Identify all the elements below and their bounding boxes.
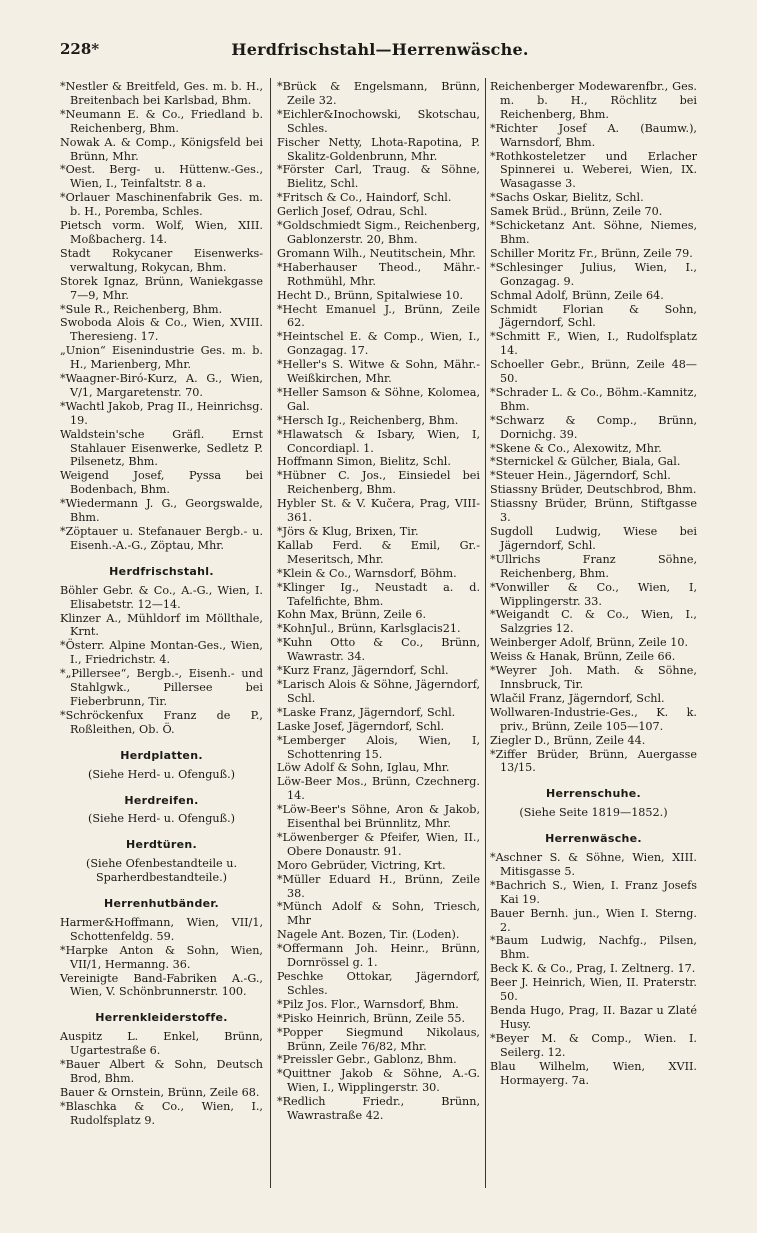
directory-entry: *Förster Carl, Traug. & Söhne, Bielitz, Schl. — [277, 163, 480, 191]
directory-entry: *Weigandt C. & Co., Wien, I., Salzgries 12. — [490, 608, 697, 636]
see-also-note: (Siehe Herd- u. Ofenguß.) — [87, 812, 236, 826]
section-heading: Herrenwäsche. — [545, 832, 642, 846]
directory-entry: *Baum Ludwig, Nachfg., Pilsen, Bhm. — [490, 934, 697, 962]
directory-entry: Wlačil Franz, Jägerndorf, Schl. — [490, 691, 665, 705]
directory-entry: Kallab Ferd. & Emil, Gr.-Meseritsch, Mhr. — [277, 538, 480, 566]
directory-entry: *Löwenberger & Pfeifer, Wien, II., Obere Donaustr. 91. — [277, 830, 480, 858]
directory-entry: *Vonwiller & Co., Wien, I, Wipplingerstr. 33. — [490, 580, 697, 608]
directory-entry: *Wachtl Jakob, Prag II., Heinrichsg. 19. — [60, 399, 263, 427]
directory-entry: *Harpke Anton & Sohn, Wien, VII/1, Hermanng. 36. — [60, 943, 263, 971]
directory-entry: *Lemberger Alois, Wien, I, Schottenring 15. — [277, 733, 480, 761]
directory-entry: *Löw-Beer's Söhne, Aron & Jakob, Eisenthal bei Brünnlitz, Mhr. — [277, 803, 480, 831]
directory-entry: Storek Ignaz, Brünn, Waniekgasse 7—9, Mhr. — [60, 274, 263, 302]
directory-entry: *Quittner Jakob & Söhne, A.-G. Wien, I., Wipplingerstr. 30. — [277, 1067, 480, 1095]
directory-entry: *Schicketanz Ant. Söhne, Niemes, Bhm. — [490, 219, 697, 246]
directory-entry: *Müller Eduard H., Brünn, Zeile 38. — [277, 872, 480, 900]
directory-entry: *Waagner-Biró-Kurz, A. G., Wien, V/1, Margaretenstr. 70. — [60, 372, 263, 399]
directory-entry: *Goldschmiedt Sigm., Reichenberg, Gablonzerstr. 20, Bhm. — [277, 219, 480, 246]
directory-entry: *Österr. Alpine Montan-Ges., Wien, I., Friedrichstr. 4. — [60, 639, 263, 667]
directory-entry: *Laske Franz, Jägerndorf, Schl. — [277, 705, 456, 719]
directory-entry: Hybler St. & V. Kučera, Prag, VIII-361. — [277, 497, 480, 525]
directory-entry: *Pilz Jos. Flor., Warnsdorf, Bhm. — [277, 997, 459, 1011]
directory-entry: *Kuhn Otto & Co., Brünn, Wawrastr. 34. — [277, 636, 480, 664]
directory-entry: Samek Brüd., Brünn, Zeile 70. — [490, 205, 663, 219]
directory-entry: Schmal Adolf, Brünn, Zeile 64. — [490, 288, 664, 302]
directory-entry: Gromann Wilh., Neutitschein, Mhr. — [277, 246, 476, 260]
directory-entry: *Sachs Oskar, Bielitz, Schl. — [490, 191, 644, 205]
section-heading: Herrenhutbänder. — [103, 897, 220, 911]
directory-entry: Harmer&Hoffmann, Wien, VII/1, Schottenfeldg. 59. — [60, 915, 263, 943]
directory-entry: *Skene & Co., Alexowitz, Mhr. — [490, 441, 662, 455]
directory-entry: *Preissler Gebr., Gablonz, Bhm. — [277, 1053, 457, 1067]
directory-entry: Sugdoll Ludwig, Wiese bei Jägerndorf, Schl. — [490, 525, 697, 552]
page-number: 228* — [60, 40, 100, 58]
directory-entry: Stiassny Brüder, Deutschbrod, Bhm. — [490, 483, 697, 497]
directory-entry: Reichenberger Modewarenfbr., Ges. m. b. H., Röchlitz bei Reichenberg, Bhm. — [490, 80, 697, 121]
page-header — [60, 40, 700, 62]
directory-entry: *Jörs & Klug, Brixen, Tir. — [277, 525, 419, 538]
directory-entry: Ziegler D., Brünn, Zeile 44. — [490, 733, 646, 747]
directory-entry: *Klinger Ig., Neustadt a. d. Tafelfichte, Bhm. — [277, 580, 480, 608]
directory-entry: *Sule R., Reichenberg, Bhm. — [60, 302, 223, 316]
directory-entry: *Hecht Emanuel J., Brünn, Zeile 62. — [277, 302, 480, 330]
directory-entry: Böhler Gebr. & Co., A.-G., Wien, I. Elisabetstr. 12—14. — [60, 583, 263, 611]
directory-entry: *Offermann Joh. Heinr., Brünn, Dornrössel g. 1. — [277, 942, 480, 970]
see-also-note: (Siehe Ofenbestandteile u. Sparherdbestandteile.) — [85, 857, 237, 885]
directory-entry: *Fritsch & Co., Haindorf, Schl. — [277, 191, 452, 205]
directory-entry: Waldstein'sche Gräfl. Ernst Stahlauer Eisenwerke, Sedletz P. Pilsenetz, Bhm. — [60, 427, 263, 469]
directory-entry: *Blaschka & Co., Wien, I., Rudolfsplatz 9. — [60, 1099, 263, 1127]
section-heading: Herdfrischstahl. — [109, 564, 214, 578]
directory-entry: Stiassny Brüder, Brünn, Stiftgasse 3. — [490, 497, 697, 525]
directory-entry: Moro Gebrüder, Victring, Krt. — [277, 858, 446, 872]
directory-entry: Nowak A. & Comp., Königsfeld bei Brünn, Mhr. — [60, 135, 263, 163]
directory-entry: *Heintschel E. & Comp., Wien, I., Gonzagag. 17. — [277, 330, 480, 358]
directory-entry: Weinberger Adolf, Brünn, Zeile 10. — [490, 636, 689, 650]
directory-entry: Pietsch vorm. Wolf, Wien, XIII. Moßbacherg. 14. — [60, 219, 263, 246]
directory-entry: Beer J. Heinrich, Wien, II. Praterstr. 50. — [490, 976, 697, 1004]
see-also-note: (Siehe Herd- u. Ofenguß.) — [87, 767, 236, 781]
directory-entry: Peschke Ottokar, Jägerndorf, Schles. — [277, 970, 480, 997]
directory-entry: *Weyrer Joh. Math. & Söhne, Innsbruck, Tir. — [490, 664, 697, 691]
directory-entry: *Heller's S. Witwe & Sohn, Mähr.-Weißkirchen, Mhr. — [277, 358, 480, 386]
directory-entry: Gerlich Josef, Odrau, Schl. — [277, 205, 428, 219]
directory-entry: *Klein & Co., Warnsdorf, Böhm. — [277, 566, 457, 580]
column-divider — [270, 78, 271, 1188]
directory-entry: Klinzer A., Mühldorf im Möllthale, Krnt. — [60, 611, 263, 639]
directory-entry: *Nestler & Breitfeld, Ges. m. b. H., Breitenbach bei Karlsbad, Bhm. — [60, 80, 263, 107]
directory-entry: *Bachrich S., Wien, I. Franz Josefs Kai 19. — [490, 878, 697, 906]
running-head: Herdfrischstahl—Herrenwäsche. — [231, 40, 529, 59]
directory-entry: Swoboda Alois & Co., Wien, XVIII. Theresieng. 17. — [60, 316, 263, 344]
directory-entry: Stadt Rokycaner Eisenwerks-verwaltung, Rokycan, Bhm. — [60, 246, 263, 274]
column-right — [490, 80, 697, 1087]
directory-entry: Fischer Netty, Lhota-Rapotina, P. Skalitz-Goldenbrunn, Mhr. — [277, 135, 480, 163]
directory-entry: *Ullrichs Franz Söhne, Reichenberg, Bhm. — [490, 552, 697, 580]
directory-entry: *Orlauer Maschinenfabrik Ges. m. b. H., Poremba, Schles. — [60, 191, 263, 219]
directory-entry: Löw Adolf & Sohn, Iglau, Mhr. — [277, 761, 450, 775]
directory-entry: *Popper Siegmund Nikolaus, Brünn, Zeile 76/82, Mhr. — [277, 1025, 480, 1053]
directory-entry: *Oest. Berg- u. Hüttenw.-Ges., Wien, I., Teinfaltstr. 8 a. — [60, 163, 263, 191]
directory-entry: Schoeller Gebr., Brünn, Zeile 48—50. — [490, 358, 697, 386]
directory-entry: *Hersch Ig., Reichenberg, Bhm. — [277, 413, 459, 427]
directory-entry: *Larisch Alois & Söhne, Jägerndorf, Schl. — [277, 677, 480, 705]
column-middle — [277, 80, 480, 1123]
directory-entry: *Pisko Heinrich, Brünn, Zeile 55. — [277, 1011, 465, 1025]
directory-entry: Beck K. & Co., Prag, I. Zeltnerg. 17. — [490, 962, 696, 976]
directory-entry: *Aschner S. & Söhne, Wien, XIII. Mitisgasse 5. — [490, 851, 697, 878]
directory-entry: Hoffmann Simon, Bielitz, Schl. — [277, 455, 451, 469]
directory-entry: *Hübner C. Jos., Einsiedel bei Reichenberg, Bhm. — [277, 469, 480, 497]
directory-entry: Kohn Max, Brünn, Zeile 6. — [277, 608, 427, 622]
directory-entry: *Haberhauser Theod., Mähr.-Rothmühl, Mhr. — [277, 260, 480, 288]
directory-entry: Hecht D., Brünn, Spitalwiese 10. — [277, 288, 464, 302]
directory-entry: *Wiedermann J. G., Georgswalde, Bhm. — [60, 497, 263, 525]
section-heading: Herdtüren. — [126, 838, 197, 852]
directory-entry: *Kurz Franz, Jägerndorf, Schl. — [277, 664, 449, 678]
directory-entry: *Schrader L. & Co., Böhm.-Kamnitz, Bhm. — [490, 385, 697, 413]
directory-entry: *Münch Adolf & Sohn, Triesch, Mhr — [277, 900, 480, 928]
column-left — [60, 80, 263, 1128]
see-also-note: (Siehe Seite 1819—1852.) — [519, 806, 668, 820]
directory-entry: Blau Wilhelm, Wien, XVII. Hormayerg. 7a. — [490, 1059, 697, 1087]
section-heading: Herdreifen. — [124, 793, 199, 807]
directory-entry: „Union“ Eisenindustrie Ges. m. b. H., Marienberg, Mhr. — [60, 344, 263, 372]
directory-entry: Schmidt Florian & Sohn, Jägerndorf, Schl. — [490, 302, 697, 330]
directory-entry: *Bauer Albert & Sohn, Deutsch Brod, Bhm. — [60, 1058, 263, 1085]
directory-entry: *Beyer M. & Comp., Wien. I. Seilerg. 12. — [490, 1031, 697, 1059]
directory-entry: Vereinigte Band-Fabriken A.-G., Wien, V. Schönbrunnerstr. 100. — [60, 971, 263, 999]
directory-entry: *Heller Samson & Söhne, Kolomea, Gal. — [277, 385, 480, 413]
directory-entry: *Hlawatsch & Isbary, Wien, I, Concordiapl. 1. — [277, 427, 480, 455]
directory-entry: *Brück & Engelsmann, Brünn, Zeile 32. — [277, 80, 480, 107]
directory-entry: Weigend Josef, Pyssa bei Bodenbach, Bhm. — [60, 469, 263, 497]
directory-entry: *Neumann E. & Co., Friedland b. Reichenberg, Bhm. — [60, 107, 263, 135]
directory-entry: *Zöptauer u. Stefanauer Bergb.- u. Eisenh.-A.-G., Zöptau, Mhr. — [60, 525, 263, 552]
directory-entry: *Richter Josef A. (Baumw.), Warnsdorf, Bhm. — [490, 121, 697, 149]
directory-entry: Bauer Bernh. jun., Wien I. Sterng. 2. — [490, 906, 697, 934]
directory-entry: *Schröckenfux Franz de P., Roßleithen, Ob. Ö. — [60, 708, 263, 736]
directory-entry: *„Pillersee“, Bergb.-, Eisenh.- und Stahlgwk., Pillersee bei Fieberbrunn, Tir. — [60, 667, 263, 708]
column-divider — [485, 78, 486, 1188]
directory-entry: *Schwarz & Comp., Brünn, Dornichg. 39. — [490, 413, 697, 441]
directory-entry: *Eichler&Inochowski, Skotschau, Schles. — [277, 107, 480, 135]
directory-entry: *KohnJul., Brünn, Karlsglacis21. — [277, 622, 461, 636]
directory-entry: Benda Hugo, Prag, II. Bazar u Zlaté Husy. — [490, 1004, 697, 1031]
directory-entry: Wollwaren-Industrie-Ges., K. k. priv., Brünn, Zeile 105—107. — [490, 705, 697, 733]
section-heading: Herrenkleiderstoffe. — [95, 1011, 228, 1025]
directory-entry: *Rothkosteletzer und Erlacher Spinnerei u. Weberei, Wien, IX. Wasagasse 3. — [490, 149, 697, 191]
directory-entry: *Ziffer Brüder, Brünn, Auergasse 13/15. — [490, 747, 697, 775]
directory-entry: Schiller Moritz Fr., Brünn, Zeile 79. — [490, 246, 693, 260]
section-heading: Herdplatten. — [120, 748, 203, 762]
directory-entry: Weiss & Hanak, Brünn, Zeile 66. — [490, 650, 676, 664]
section-heading: Herrenschuhe. — [546, 787, 641, 801]
directory-entry: Nagele Ant. Bozen, Tir. (Loden). — [277, 928, 460, 942]
directory-entry: Laske Josef, Jägerndorf, Schl. — [277, 719, 445, 733]
directory-entry: *Steuer Hein., Jägerndorf, Schl. — [490, 469, 671, 483]
directory-entry: Bauer & Ornstein, Brünn, Zeile 68. — [60, 1085, 260, 1099]
directory-entry: *Sternickel & Gülcher, Biala, Gal. — [490, 455, 681, 469]
directory-entry: *Schlesinger Julius, Wien, I., Gonzagag. 9. — [490, 260, 697, 288]
directory-entry: Auspitz L. Enkel, Brünn, Ugartestraße 6. — [60, 1030, 263, 1058]
directory-entry: Löw-Beer Mos., Brünn, Czechnerg. 14. — [277, 775, 480, 803]
directory-entry: *Schmitt F., Wien, I., Rudolfsplatz 14. — [490, 330, 697, 358]
directory-entry: *Redlich Friedr., Brünn, Wawrastraße 42. — [277, 1095, 480, 1123]
